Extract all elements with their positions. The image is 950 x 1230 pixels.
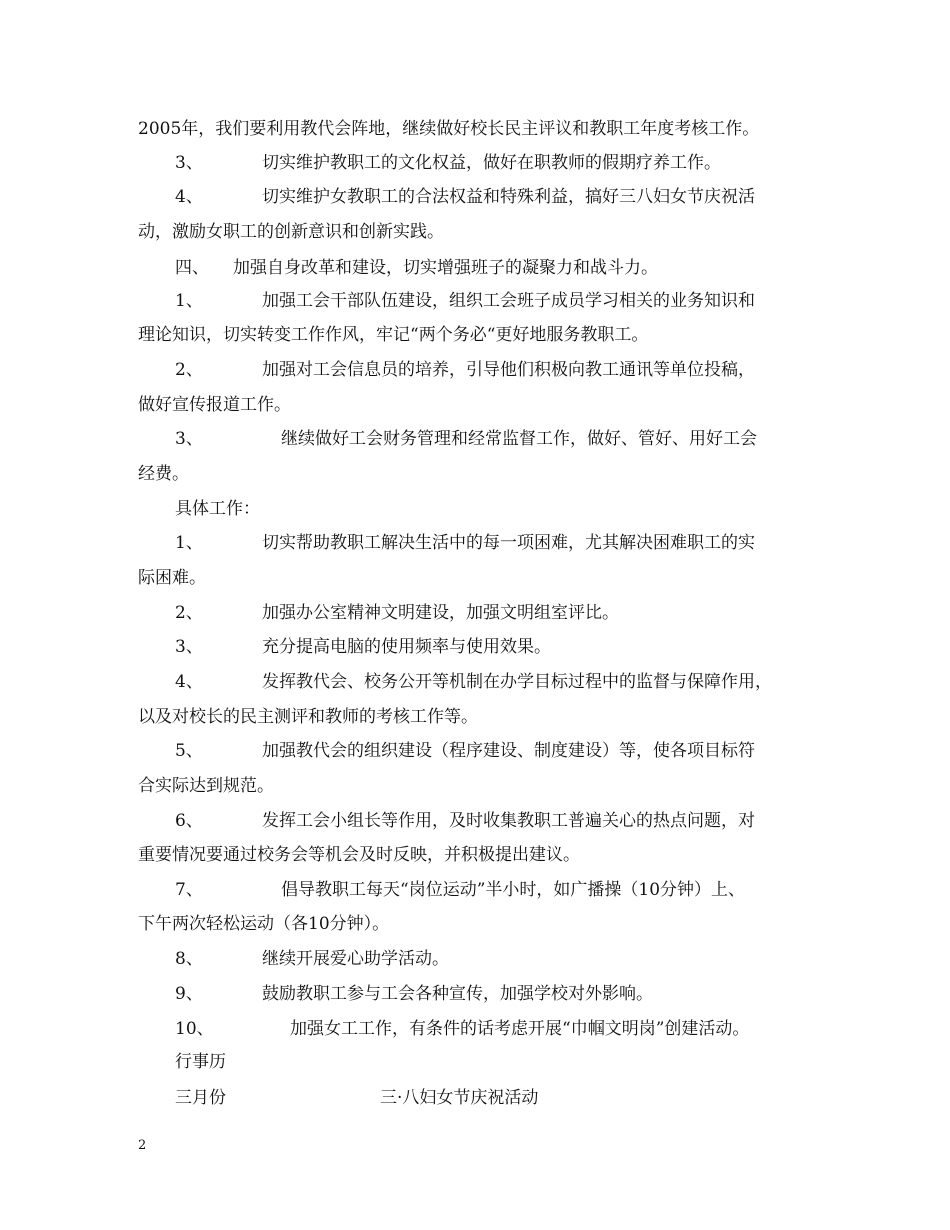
line-text: 切实维护教职工的文化权益，做好在职教师的假期疗养工作。 <box>262 153 721 173</box>
list-number: 4、 <box>175 672 203 692</box>
line-text: 经费。 <box>138 464 189 484</box>
line-text: 继续开展爱心助学活动。 <box>262 949 449 969</box>
list-number: 10、 <box>175 1019 214 1039</box>
line-text: 合实际达到规范。 <box>138 776 274 796</box>
list-number: 2、 <box>175 603 203 623</box>
list-number: 7、 <box>175 880 203 900</box>
line-text: 切实维护女教职工的合法权益和特殊利益，搞好三八妇女节庆祝活 <box>262 187 755 207</box>
line-text: 充分提高电脑的使用频率与使用效果。 <box>262 637 551 657</box>
line-text: 继续做好工会财务管理和经常监督工作，做好、管好、用好工会 <box>281 429 757 449</box>
line-text: 动，激励女职工的创新意识和创新实践。 <box>138 222 444 242</box>
list-number: 1、 <box>175 533 203 553</box>
line-text: 做好宣传报道工作。 <box>138 395 291 415</box>
line-text: 以及对校长的民主测评和教师的考核工作等。 <box>138 707 478 727</box>
list-number: 3、 <box>175 429 203 449</box>
line-text: 加强对工会信息员的培养，引导他们积极向教工通讯等单位投稿， <box>262 360 755 380</box>
list-number: 4、 <box>175 187 203 207</box>
line-text: 发挥教代会、校务公开等机制在办学目标过程中的监督与保障作用， <box>262 672 772 692</box>
list-number: 6、 <box>175 811 203 831</box>
list-number: 2、 <box>175 360 203 380</box>
list-number: 9、 <box>175 984 203 1004</box>
line-text: 鼓励教职工参与工会各种宣传，加强学校对外影响。 <box>262 984 653 1004</box>
line-text: 加强女工工作，有条件的话考虑开展“巾帼文明岗”创建活动。 <box>290 1019 750 1039</box>
line-text: 2005年，我们要利用教代会阵地，继续做好校长民主评议和教职工年度考核工作。 <box>138 119 760 139</box>
line-text: 理论知识，切实转变工作作风，牢记“两个务必“更好地服务教职工。 <box>138 325 649 345</box>
line-text: 倡导教职工每天“岗位运动”半小时，如广播操（10分钟）上、 <box>281 880 746 900</box>
event-text: 三·八妇女节庆祝活动 <box>380 1088 539 1108</box>
list-number: 8、 <box>175 949 203 969</box>
line-text: 加强自身改革和建设，切实增强班子的凝聚力和战斗力。 <box>233 258 658 278</box>
list-number: 3、 <box>175 153 203 173</box>
line-text: 具体工作： <box>175 499 260 519</box>
month-label: 三月份 <box>175 1088 226 1108</box>
line-text: 下午两次轻松运动（各10分钟）。 <box>138 914 390 934</box>
line-text: 际困难。 <box>138 568 206 588</box>
section-number: 四、 <box>175 258 209 278</box>
list-number: 5、 <box>175 741 203 761</box>
line-text: 重要情况要通过校务会等机会及时反映，并积极提出建议。 <box>138 845 580 865</box>
line-text: 加强教代会的组织建设（程序建设、制度建设）等，使各项目标符 <box>262 741 755 761</box>
list-number: 1、 <box>175 291 203 311</box>
line-text: 发挥工会小组长等作用，及时收集教职工普遍关心的热点问题，对 <box>262 811 755 831</box>
page-number: 2 <box>138 1138 147 1153</box>
line-text: 切实帮助教职工解决生活中的每一项困难，尤其解决困难职工的实 <box>262 533 755 553</box>
line-text: 加强办公室精神文明建设，加强文明组室评比。 <box>262 603 619 623</box>
line-text: 加强工会干部队伍建设，组织工会班子成员学习相关的业务知识和 <box>262 291 755 311</box>
list-number: 3、 <box>175 637 203 657</box>
line-text: 行事历 <box>175 1052 226 1072</box>
